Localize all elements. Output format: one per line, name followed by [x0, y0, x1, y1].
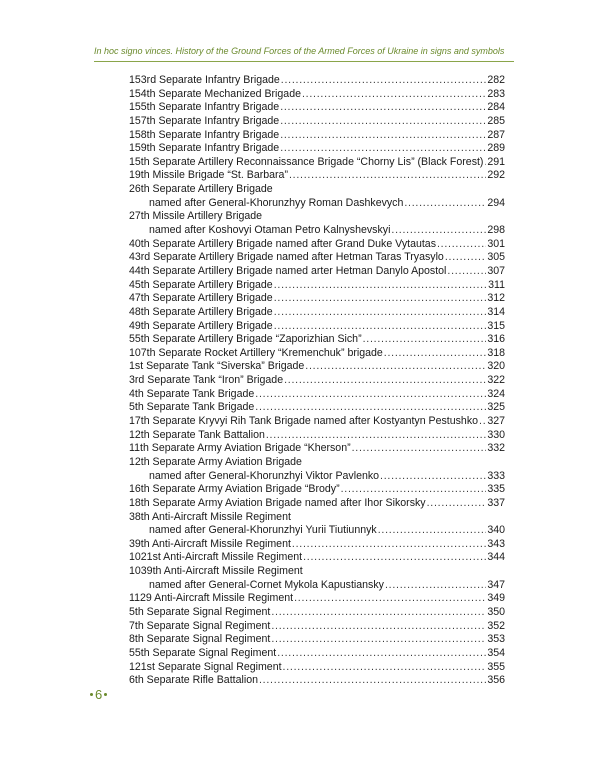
dot-leader [384, 347, 487, 361]
toc-entry-title: 5th Separate Tank Brigade [129, 401, 255, 414]
folio-dot-left [90, 693, 93, 696]
toc-entry-title: 5th Separate Signal Regiment [129, 605, 271, 618]
dot-leader [292, 538, 486, 552]
toc-entry-title: 45th Separate Artillery Brigade [129, 278, 273, 291]
toc-entry-page: 347 [487, 578, 505, 591]
toc-entry [129, 101, 505, 115]
toc-entry-title: 55th Separate Signal Regiment [129, 646, 277, 659]
toc-entry-title: 38th Anti-Aircraft Missile Regiment [129, 510, 291, 523]
toc-entry-title: 155th Separate Infantry Brigade [129, 101, 280, 114]
dot-leader [277, 647, 486, 661]
toc-entry [129, 579, 505, 593]
toc-entry-title: 15th Separate Artillery Reconnaissance Brigade “Chorny Lis” (Black Forest) [129, 155, 484, 168]
dot-leader [274, 320, 487, 334]
toc-entry [129, 388, 505, 402]
toc-entry-page: 315 [487, 319, 505, 332]
dot-leader [380, 470, 486, 484]
toc-entry [129, 279, 505, 293]
toc-entry [129, 169, 505, 183]
toc-entry [129, 320, 505, 334]
toc-entry [129, 606, 505, 620]
toc-entry [129, 415, 505, 429]
page-number: 6 [95, 687, 103, 702]
toc-entry-page: 354 [487, 646, 505, 659]
toc-entry-page: 307 [487, 264, 505, 277]
dot-leader [274, 279, 487, 293]
toc-entry-page: 301 [487, 237, 505, 250]
toc-entry [129, 74, 505, 88]
toc-entry-page: 340 [487, 524, 505, 537]
dot-leader [280, 142, 486, 156]
toc-entry [129, 115, 505, 129]
toc-entry [129, 360, 505, 374]
toc-entry-page: 318 [487, 346, 505, 359]
toc-entry [129, 306, 505, 320]
toc-entry-title: 27th Missile Artillery Brigade [129, 210, 263, 223]
toc-entry [129, 197, 505, 211]
toc-entry-page: 330 [487, 428, 505, 441]
toc-entry [129, 374, 505, 388]
toc-entry-title: 44th Separate Artillery Brigade named arter Hetman Danylo Apostol [129, 264, 447, 277]
toc-entry [129, 224, 505, 238]
header-rule [94, 61, 514, 62]
toc-entry-title: 159th Separate Infantry Brigade [129, 142, 280, 155]
toc-entry-page: 320 [487, 360, 505, 373]
toc-entry-title: 1st Separate Tank “Siverska” Brigade [129, 360, 305, 373]
toc-entry-title: 18th Separate Army Aviation Brigade named after Ihor Sikorsky [129, 496, 426, 509]
dot-leader [280, 129, 486, 143]
toc-entry-page: 325 [487, 401, 505, 414]
toc-entry-title: 158th Separate Infantry Brigade [129, 128, 280, 141]
toc-entry-title: named after General-Khorunzhyy Roman Dashkevych [149, 196, 404, 209]
toc-entry-page: 285 [487, 114, 505, 127]
toc-entry-title: 16th Separate Army Aviation Brigade “Brody” [129, 483, 340, 496]
toc-entry [129, 429, 505, 443]
toc-entry-title: 3rd Separate Tank “Iron” Brigade [129, 374, 284, 387]
toc-entry [129, 401, 505, 415]
dot-leader [259, 674, 486, 688]
toc-entry [129, 470, 505, 484]
toc-entry-title: 48th Separate Artillery Brigade [129, 305, 273, 318]
toc-entry-title: 8th Separate Signal Regiment [129, 633, 271, 646]
folio-dot-right [104, 693, 107, 696]
dot-leader [289, 169, 486, 183]
dot-leader [427, 497, 487, 511]
toc-entry-page: 294 [487, 196, 505, 209]
toc-entry-title: 153rd Separate Infantry Brigade [129, 74, 280, 86]
dot-leader [341, 483, 487, 497]
toc-entry [129, 524, 505, 538]
toc-entry-page: 332 [487, 442, 505, 455]
toc-entry [129, 238, 505, 252]
dot-leader [271, 620, 486, 634]
toc-entry-title: named after General-Cornet Mykola Kapustiansky [149, 578, 384, 591]
toc-entry [129, 633, 505, 647]
toc-entry-title: 1039th Anti-Aircraft Missile Regiment [129, 565, 303, 578]
toc-entry [129, 129, 505, 143]
toc-entry [129, 647, 505, 661]
dot-leader [484, 156, 486, 170]
dot-leader [479, 415, 486, 429]
toc-entry-page: 353 [487, 633, 505, 646]
dot-leader [391, 224, 486, 238]
toc-entry-title: named after Koshovyi Otaman Petro Kalnyshevskyi [149, 224, 391, 237]
dot-leader [280, 101, 486, 115]
toc-entry-page: 333 [487, 469, 505, 482]
toc-entry-page: 349 [487, 592, 505, 605]
toc-entry [129, 183, 505, 197]
toc-entry-page: 289 [487, 142, 505, 155]
toc-entry [129, 292, 505, 306]
toc-entry-title: 4th Separate Tank Brigade [129, 387, 255, 400]
toc-entry-page: 282 [487, 74, 505, 86]
dot-leader [266, 429, 486, 443]
toc-entry [129, 551, 505, 565]
toc-entry-title: 40th Separate Artillery Brigade named after Grand Duke Vytautas [129, 237, 436, 250]
toc-entry-page: 298 [487, 224, 505, 237]
dot-leader [271, 633, 486, 647]
toc-entry-page: 287 [487, 128, 505, 141]
toc-entry [129, 538, 505, 552]
toc-entry-title: 17th Separate Kryvyi Rih Tank Brigade named after Kostyantyn Pestushko [129, 415, 479, 428]
dot-leader [284, 374, 486, 388]
toc-entry-title: 12th Separate Army Aviation Brigade [129, 455, 302, 468]
dot-leader [294, 592, 486, 606]
toc-entry [129, 511, 505, 525]
dot-leader [445, 251, 486, 265]
page-folio [90, 687, 107, 702]
dot-leader [274, 292, 487, 306]
toc-entry-title: 43rd Separate Artillery Brigade named after Hetman Taras Tryasylo [129, 251, 444, 264]
toc-entry-page: 305 [487, 251, 505, 264]
toc-entry-page: 335 [487, 483, 505, 496]
dot-leader [363, 333, 487, 347]
dot-leader [352, 442, 487, 456]
toc-entry-title: 12th Separate Tank Battalion [129, 428, 265, 441]
toc-entry-page: 343 [487, 537, 505, 550]
toc-entry-page: 344 [487, 551, 505, 564]
toc-entry [129, 456, 505, 470]
toc-entry [129, 442, 505, 456]
toc-entry-title: named after General-Khorunzhyi Yurii Tiutiunnyk [149, 524, 377, 537]
toc-entry-title: 39th Anti-Aircraft Missile Regiment [129, 537, 291, 550]
dot-leader [302, 88, 486, 102]
toc-entry [129, 88, 505, 102]
dot-leader [255, 388, 486, 402]
toc-entry-title: 157th Separate Infantry Brigade [129, 114, 280, 127]
toc-entry-title: 7th Separate Signal Regiment [129, 619, 271, 632]
toc-entry-title: 47th Separate Artillery Brigade [129, 292, 273, 305]
toc-entry-title: 6th Separate Rifle Battalion [129, 674, 258, 687]
dot-leader [274, 306, 487, 320]
toc-entry [129, 483, 505, 497]
dot-leader [283, 661, 487, 675]
dot-leader [447, 265, 486, 279]
toc-entry-page: 291 [487, 155, 505, 168]
toc-entry [129, 142, 505, 156]
toc-entry-title: 49th Separate Artillery Brigade [129, 319, 273, 332]
toc-entry-title: 121st Separate Signal Regiment [129, 660, 282, 673]
toc-entry-title: 1129 Anti-Aircraft Missile Regiment [129, 592, 294, 605]
dot-leader [305, 360, 486, 374]
toc-entry-page: 314 [487, 305, 505, 318]
toc-entry [129, 156, 505, 170]
toc-entry-title: 26th Separate Artillery Brigade [129, 183, 273, 196]
toc-entry-page: 311 [488, 278, 505, 291]
toc-entry [129, 265, 505, 279]
dot-leader [437, 238, 486, 252]
dot-leader [303, 551, 486, 565]
toc-entry-page: 284 [487, 101, 505, 114]
toc-entry [129, 620, 505, 634]
toc-entry-page: 352 [487, 619, 505, 632]
toc-entry-page: 283 [487, 87, 505, 100]
toc-entry-title: 55th Separate Artillery Brigade “Zaporizhian Sich” [129, 333, 362, 346]
toc-entry [129, 333, 505, 347]
dot-leader [281, 74, 487, 88]
toc-entry-page: 322 [487, 374, 505, 387]
toc-entry-title: 107th Separate Rocket Artillery “Kremenchuk” brigade [129, 346, 383, 359]
toc-entry [129, 347, 505, 361]
toc-entry [129, 674, 505, 688]
dot-leader [255, 401, 486, 415]
dot-leader [404, 197, 486, 211]
dot-leader [271, 606, 486, 620]
dot-leader [385, 579, 486, 593]
toc-entry-page: 292 [487, 169, 505, 182]
toc-entry [129, 210, 505, 224]
toc-entry-title: named after General-Khorunzhyi Viktor Pavlenko [149, 469, 380, 482]
dot-leader [280, 115, 486, 129]
toc-entry [129, 565, 505, 579]
toc-entry [129, 661, 505, 675]
toc-entry-page: 327 [487, 415, 505, 428]
toc-entry-page: 312 [487, 292, 505, 305]
toc-entry-page: 356 [487, 674, 505, 687]
toc-entry [129, 497, 505, 511]
toc-entry-title: 19th Missile Brigade “St. Barbara” [129, 169, 288, 182]
toc-entry-page: 337 [487, 496, 505, 509]
toc-entry-page: 355 [487, 660, 505, 673]
running-header: In hoc signo vinces. History of the Ground Forces of the Armed Forces of Ukraine in signs and symbols [94, 46, 505, 56]
toc-entry-page: 316 [487, 333, 505, 346]
dot-leader [378, 524, 487, 538]
toc-entry-page: 324 [487, 387, 505, 400]
toc-entry [129, 251, 505, 265]
toc-entry-title: 1021st Anti-Aircraft Missile Regiment [129, 551, 303, 564]
table-of-contents [129, 74, 505, 688]
toc-entry-page: 350 [487, 605, 505, 618]
toc-entry [129, 592, 505, 606]
toc-entry-title: 154th Separate Mechanized Brigade [129, 87, 301, 100]
toc-entry-title: 11th Separate Army Aviation Brigade “Kherson” [129, 442, 351, 455]
